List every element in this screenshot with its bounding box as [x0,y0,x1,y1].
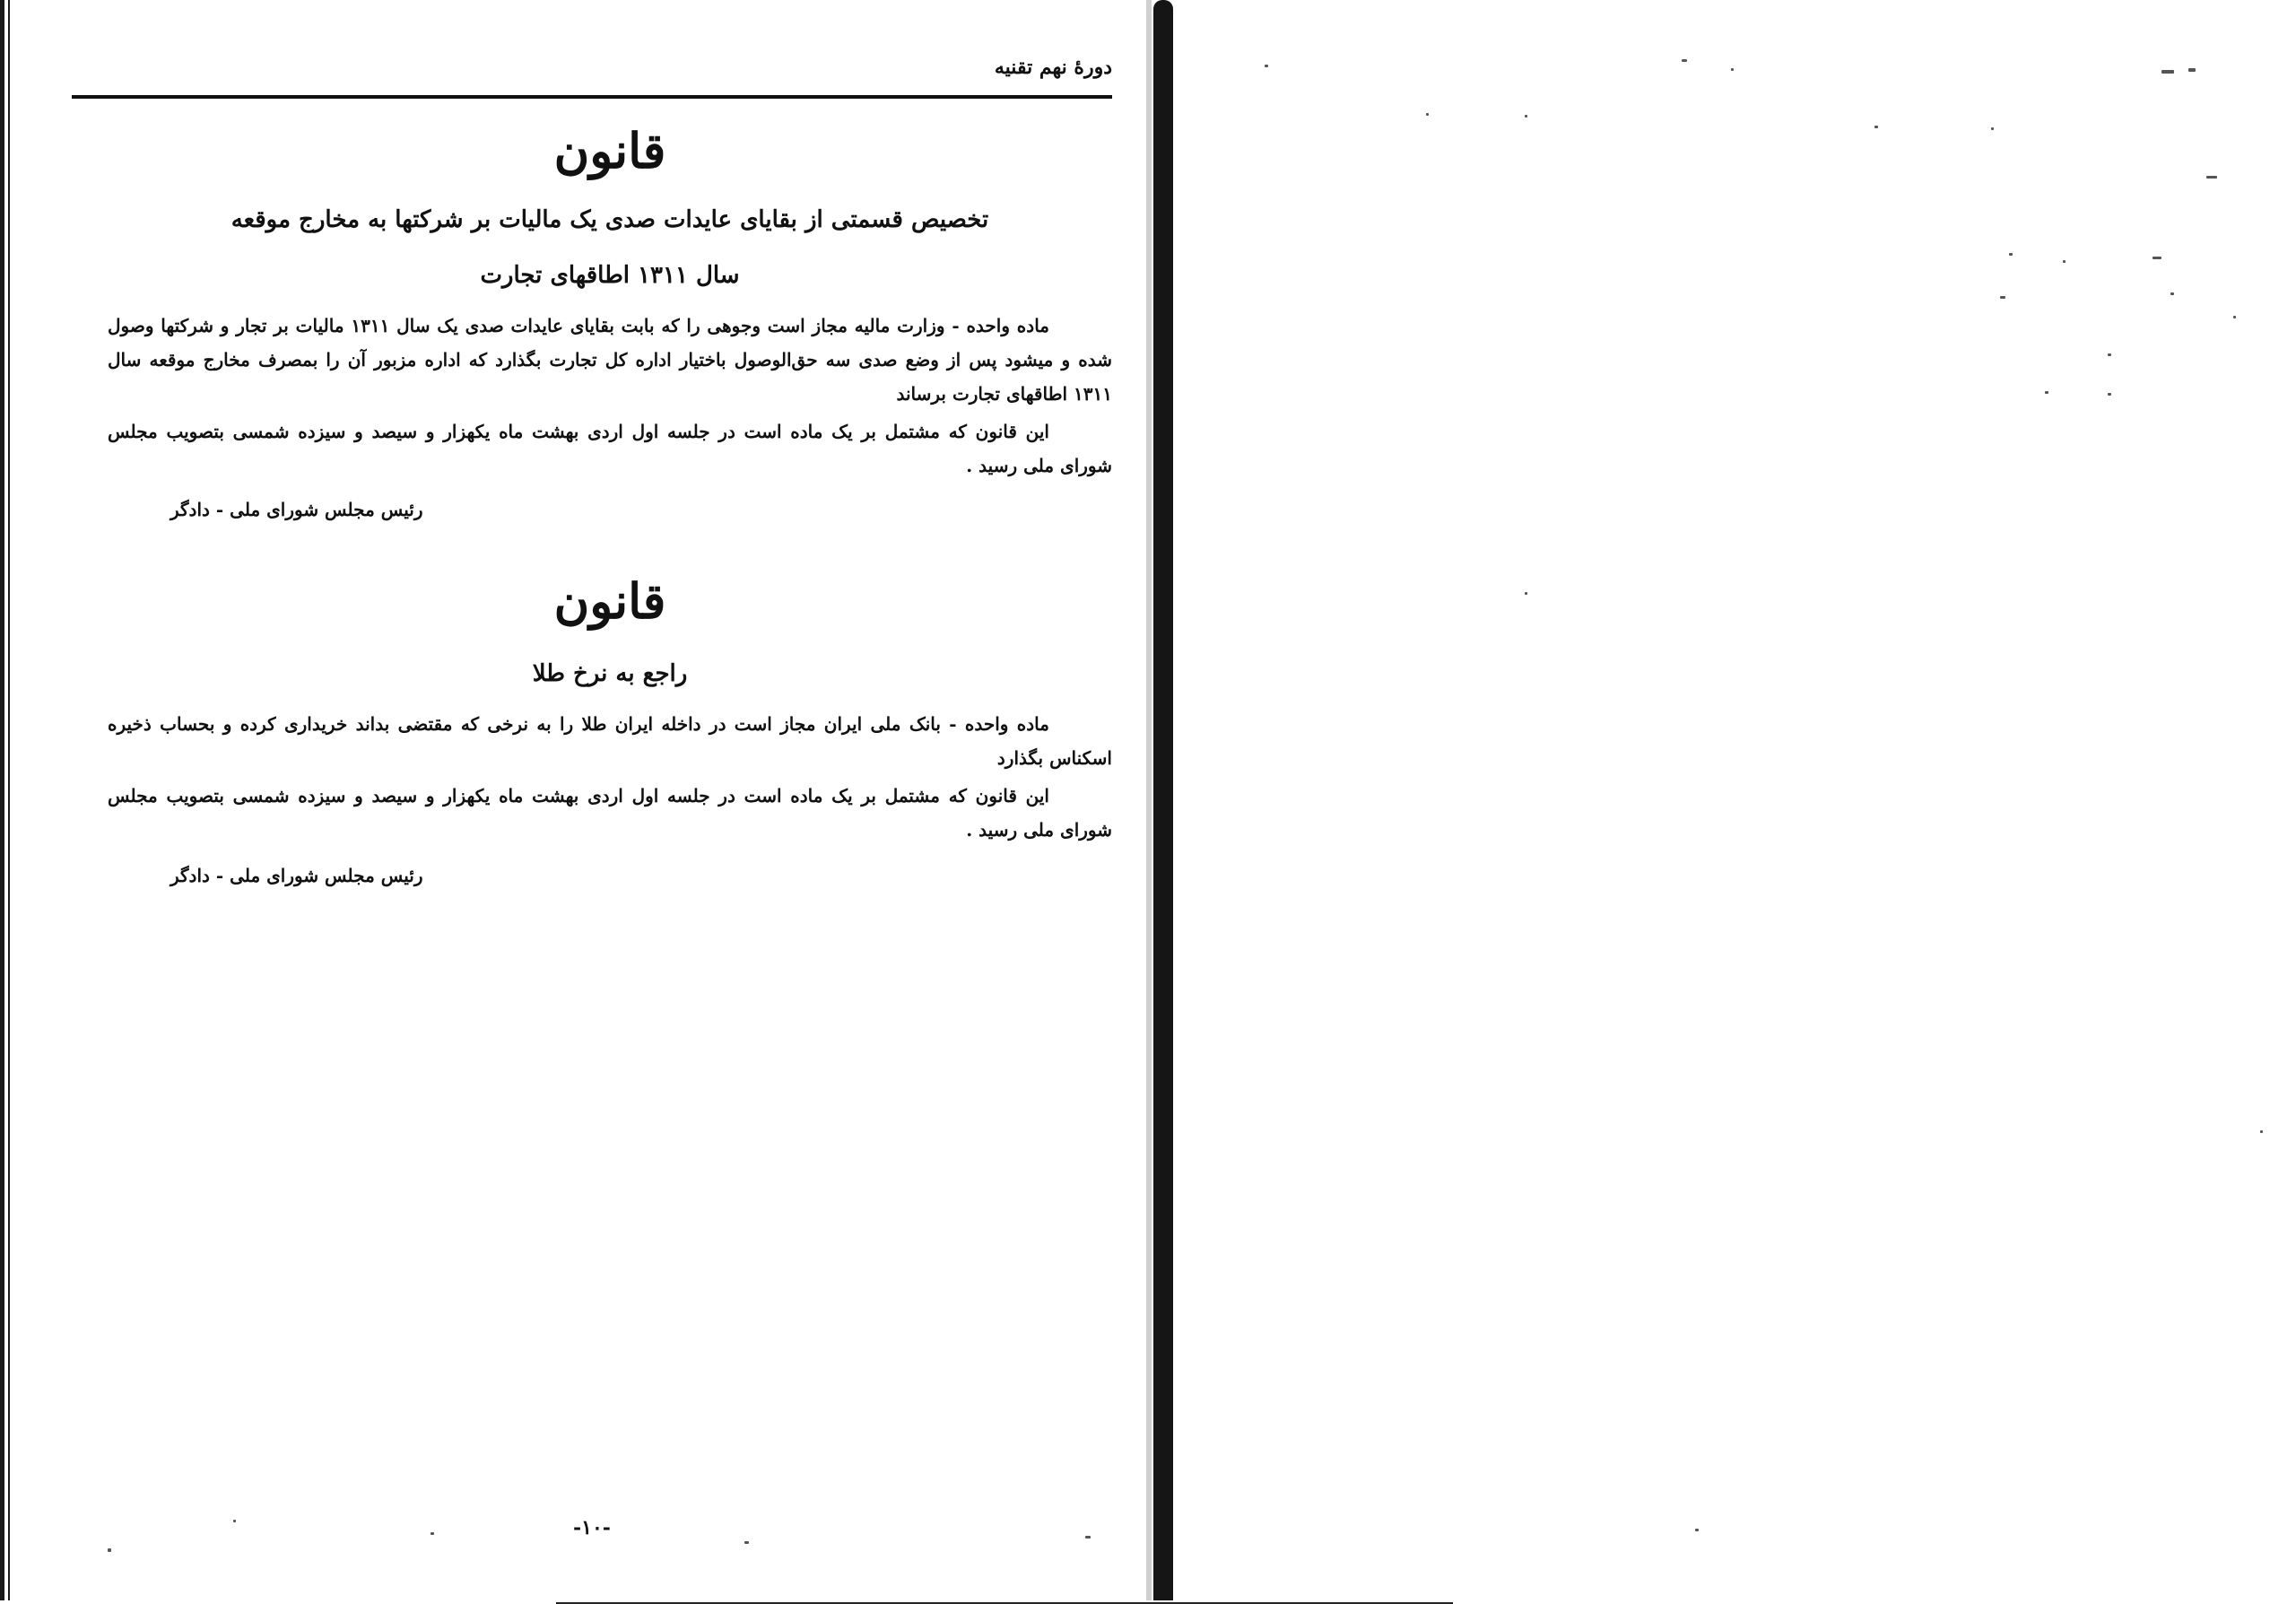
scan-speck [1265,65,1268,67]
law-2-approval [108,779,1112,847]
scan-speck [1682,59,1687,62]
law-1-subtitle-line1: تخصیص قسمتی از بقایای عایدات صدی یک مالیات بر شرکتها به مخارج موقعه [230,206,989,233]
scan-speck [1731,68,1734,71]
scan-speck [2063,260,2066,263]
scan-speck [1874,126,1878,128]
scan-speck [2188,68,2196,72]
law-1-approval [108,414,1112,483]
scan-speck [2000,296,2005,299]
law-2-article [108,707,1112,775]
scan-speck [108,1548,111,1552]
law-2-subtitle-line1: راجع به نرخ طلا [532,660,688,687]
session-label: دورهٔ نهم تقنیه [994,56,1112,79]
scan-speck [2170,292,2174,295]
book-spine [1153,0,1173,1600]
scan-speck [1695,1529,1699,1531]
scan-speck [2108,393,2111,396]
scan-speck [2260,1130,2263,1133]
scan-speck [430,1532,434,1535]
scan-speck [744,1541,749,1544]
scan-speck [1426,113,1429,116]
scan-speck [2152,257,2161,259]
law-2-approval-text: این قانون که مشتمل بر یک ماده است در جلسه اول اردی بهشت ماه یکهزار و سیصد و سیزده شمسی بتصویب مجلس شورای ملی رسید . [108,785,1112,841]
scan-speck [1991,127,1994,130]
scan-speck [2161,70,2174,74]
scan-speck [2108,353,2111,356]
left-page-edge [0,0,13,1600]
scan-speck [1525,115,1527,118]
book-gutter-shadow [1146,0,1152,1600]
scan-speck [1525,592,1527,595]
law-2-signature: رئیس مجلس شورای ملی - دادگر [170,865,423,886]
law-1-article-text: ماده واحده - وزارت مالیه مجاز است وجوهی را که بابت بقایای عایدات صدی یک سال ۱۳۱۱ مالیات بر تجار و شرکتها وصول شده و میشود پس از وضع صدی سه حق‌الوصول باختیار اداره کل تجارت بگذارد که اداره مزبور آن را بمصرف مخارج موقعه سال ۱۳۱۱ اطاقهای تجارت برساند [108,315,1112,405]
law-1 [108,115,1112,527]
law-1-article [108,309,1112,411]
law-2-title: قانون [553,572,666,630]
scan-speck [2009,253,2013,256]
law-1-title: قانون [553,122,666,179]
page-header [72,56,1112,92]
scan-speck [2206,176,2217,179]
law-2-article-text: ماده واحده - بانک ملی ایران مجاز است در داخله ایران طلا را به نرخی که مقتضی بداند خریداری کرده و بحساب ذخیره اسکناس بگذارد [108,713,1112,769]
law-2 [108,565,1112,894]
page-number: -۱۰- [573,1516,611,1539]
scan-speck [2045,391,2048,394]
law-1-approval-text: این قانون که مشتمل بر یک ماده است در جلسه اول اردی بهشت ماه یکهزار و سیصد و سیزده شمسی بتصویب مجلس شورای ملی رسید . [108,421,1112,476]
law-1-signature: رئیس مجلس شورای ملی - دادگر [170,499,423,520]
left-page [72,45,1112,1570]
scan-speck [2233,316,2236,318]
law-1-subtitle-line2: سال ۱۳۱۱ اطاقهای تجارت [480,262,740,289]
scan-speck [233,1520,236,1522]
header-rule [72,95,1112,99]
scan-speck [1085,1536,1091,1539]
